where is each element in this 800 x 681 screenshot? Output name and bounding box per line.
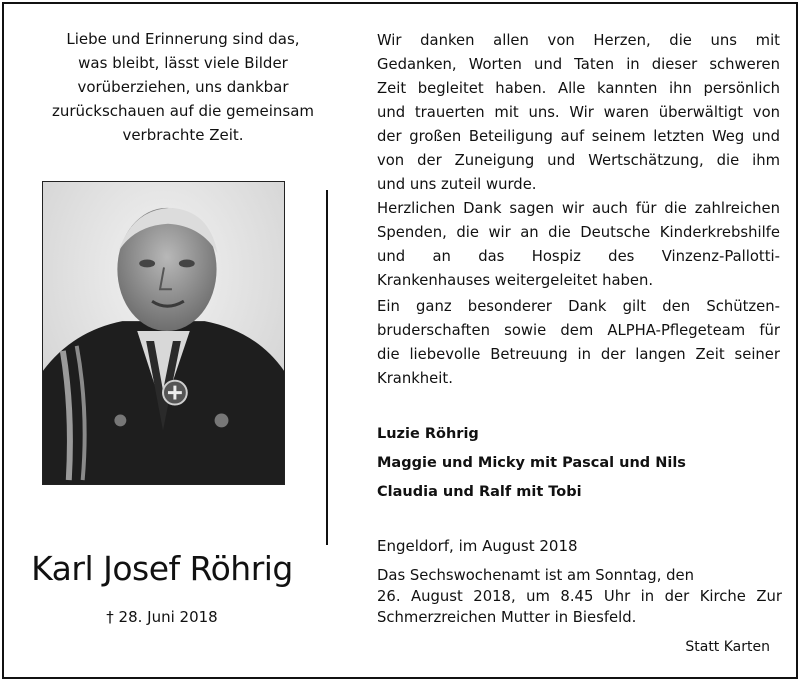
thanks-paragraph-2 bbox=[377, 197, 780, 293]
text-line: 26. August 2018, um 8.45 Uhr in der Kirche Zur bbox=[377, 588, 782, 605]
text-line: die liebevolle Betreuung in der langen Zeit seiner bbox=[377, 346, 780, 363]
text-line: Gedanken, Worten und Taten in dieser schweren bbox=[377, 56, 780, 73]
text-line: bruderschaften sowie dem ALPHA-Pflegeteam für bbox=[377, 322, 780, 339]
text-line: Ein ganz besonderer Dank gilt den Schützen- bbox=[377, 298, 780, 315]
text-line: Zeit begleitet haben. Alle kannten ihn persönlich bbox=[377, 80, 780, 97]
quote-line: zurückschauen auf die gemeinsam bbox=[51, 102, 315, 120]
thanks-paragraph-1 bbox=[377, 29, 780, 197]
portrait-photo bbox=[42, 181, 285, 485]
death-date: † 28. Juni 2018 bbox=[106, 608, 218, 626]
text-line: Das Sechswochenamt ist am Sonntag, den bbox=[377, 567, 694, 584]
memorial-quote bbox=[40, 27, 326, 147]
service-announcement bbox=[377, 565, 782, 628]
text-line: der großen Beteiligung auf seinem letzten Weg und bbox=[377, 128, 780, 145]
portrait-illustration bbox=[43, 182, 284, 484]
quote-line: was bleibt, lässt viele Bilder bbox=[78, 54, 288, 72]
statt-karten-note: Statt Karten bbox=[685, 639, 770, 655]
deceased-name: Karl Josef Röhrig bbox=[31, 549, 293, 588]
family-member: Maggie und Micky mit Pascal und Nils bbox=[377, 455, 686, 471]
quote-line: vorüberziehen, uns dankbar bbox=[77, 78, 289, 96]
text-line: Herzlichen Dank sagen wir auch für die zahlreichen bbox=[377, 200, 780, 217]
quote-line: verbrachte Zeit. bbox=[122, 126, 244, 144]
text-line: und uns zuteil wurde. bbox=[377, 176, 537, 193]
text-line: von der Zuneigung und Wertschätzung, die ihm bbox=[377, 152, 780, 169]
divider-line bbox=[326, 190, 328, 545]
text-line: und an das Hospiz des Vinzenz-Pallotti- bbox=[377, 248, 780, 265]
text-line: Schmerzreichen Mutter in Biesfeld. bbox=[377, 609, 637, 626]
text-line: Wir danken allen von Herzen, die uns mit bbox=[377, 32, 780, 49]
text-line: und trauerten mit uns. Wir waren überwältigt von bbox=[377, 104, 780, 121]
place-and-date: Engeldorf, im August 2018 bbox=[377, 537, 578, 555]
family-member: Luzie Röhrig bbox=[377, 426, 479, 442]
thanks-paragraph-3 bbox=[377, 295, 780, 391]
text-line: Krankheit. bbox=[377, 370, 453, 387]
quote-line: Liebe und Erinnerung sind das, bbox=[66, 30, 300, 48]
family-member: Claudia und Ralf mit Tobi bbox=[377, 484, 582, 500]
text-line: Spenden, die wir an die Deutsche Kinderkrebshilfe bbox=[377, 224, 780, 241]
text-line: Krankenhauses weitergeleitet haben. bbox=[377, 272, 654, 289]
